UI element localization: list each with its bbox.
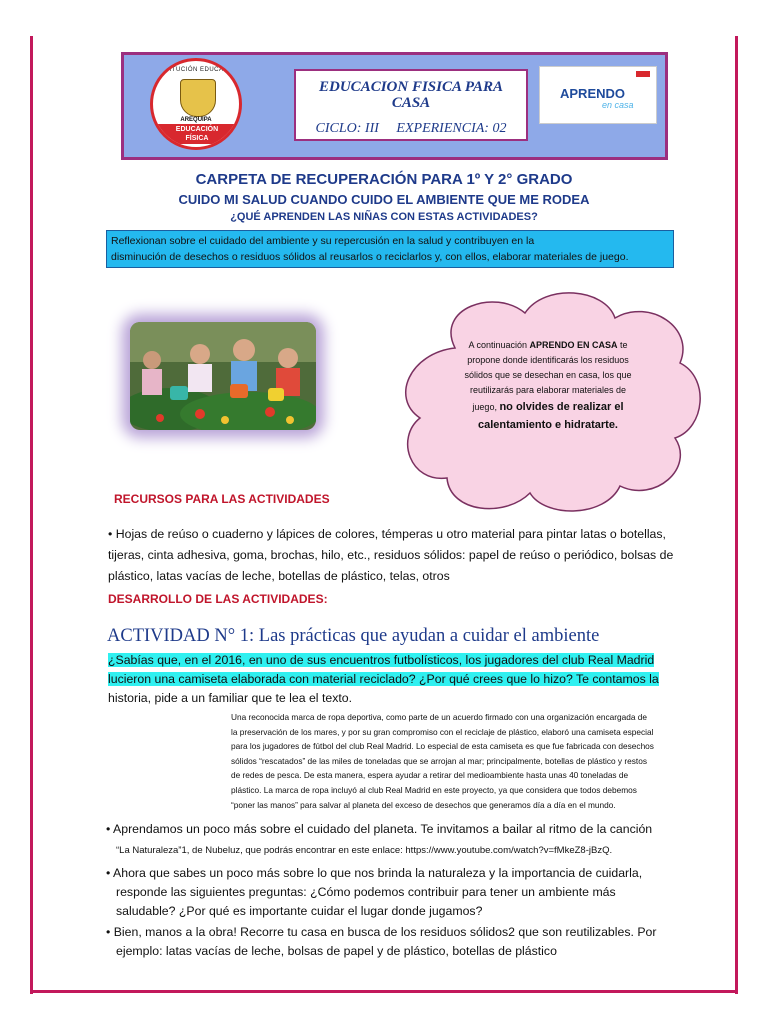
story-line: plástico. La marca de ropa incluyó al club Real Madrid en este proyecto, ya que considera que todos debemos [231,784,637,795]
bullet-3-line-1: • Bien, manos a la obra! Recorre tu casa en busca de los residuos sólidos2 que son reutilizables. Por [106,925,657,939]
logo-band-line2: FÍSICA [185,135,209,142]
title-box [294,69,528,141]
story-line: para los jugadores de fútbol del club Real Madrid. Lo especial de esta camiseta es que fue fabricada con desechos [231,741,654,752]
school-crest-icon [150,58,242,150]
bullet-1: • Aprendamos un poco más sobre el cuidado del planeta. Te invitamos a bailar al ritmo de la canción [106,822,653,836]
cloud-line-1c: te [617,340,628,350]
cloud-line-5 [448,398,648,416]
ciclo-experiencia: CICLO: III EXPERIENCIA: 02 [315,121,507,136]
cloud-text [448,338,648,434]
bullet-2-line-1: • Ahora que sabes un poco más sobre lo que nos brinda la naturaleza y la importancia de cuidarla, [106,866,643,880]
logo-band [157,124,237,144]
story-line: Una reconocida marca de ropa deportiva, como parte de un acuerdo firmado con una organización encargada de [231,712,648,722]
logo-arc-text: INSTITUCIÓN EDUCATIVA [154,67,238,73]
highlight-1: ¿Sabías que, en el 2016, en uno de sus encuentros futbolísticos, los jugadores del club Real Madrid [108,653,655,667]
bullet-3-line-2: ejemplo: latas vacías de leche, bolsas de papel y de plástico, botellas de plástico [116,944,557,958]
story-line: la preservación de los mares, y por su gran compromiso con el reciclaje de plástico, elaboró una camiseta especial [231,726,654,737]
highlight-2: lucieron una camiseta elaborada con material reciclado? ¿Por qué crees que lo hizo? Te contamos la [108,672,659,686]
title-line1: EDUCACION FISICA PARA [319,79,503,95]
cloud-line-2: propone donde identificarás los residuos [467,355,629,365]
page-subtitle: CUIDO MI SALUD CUANDO CUIDO EL AMBIENTE QUE ME RODEA [178,192,590,207]
desarrollo-heading: DESARROLLO DE LAS ACTIVIDADES: [108,592,328,606]
page-question: ¿QUÉ APRENDEN LAS NIÑAS CON ESTAS ACTIVIDADES? [230,211,538,223]
cloud-line-6: calentamiento e hidratarte. [478,419,618,431]
en-casa-text: en casa [602,100,634,110]
cloud-line-5a: juego, [472,402,500,412]
song-link-line[interactable]: “La Naturaleza”1, de Nubeluz, que podrás encontrar en este enlace: https://www.youtube.com/watch?v=fMkeZ8-jBzQ. [116,845,613,856]
page-title: CARPETA DE RECUPERACIÓN PARA 1º Y 2° GRADO [195,171,573,188]
actividad-question-line-1 [108,651,654,670]
summary-box [106,230,674,268]
cloud-line-1b: APRENDO EN CASA [529,340,618,350]
page-border-bottom [30,990,738,993]
summary-line-1: Reflexionan sobre el cuidado del ambiente y su repercusión en la salud y contribuyen en la [111,235,535,247]
story-line: sólidos “rescatados” de las miles de toneladas que se arrojan al mar; principalmente, botellas de plástico y restos [231,755,647,766]
peru-flag-mark [636,71,650,77]
title-line2: CASA [391,95,431,111]
recursos-text: • Hojas de reúso o cuaderno y lápices de colores, témperas u otro material para pintar latas o botellas, tijeras, cinta adhesiva, goma, brochas, hilo, etc., residuos sólidos: papel de reúso o periódico, bolsas de plástico, latas vacías de leche, botellas de plástico, telas, otros [108,527,674,583]
title-main [296,79,526,111]
bullet-2-line-2: responde las siguientes preguntas: ¿Cómo podemos contribuir para tener un ambiente más [116,885,616,899]
cloud-line-3: sólidos que se desechan en casa, los que [464,370,632,380]
aprendo-text: APRENDO [560,86,626,101]
logo-city: AREQUIPA [180,117,212,123]
aprendo-en-casa-logo [539,66,657,124]
children-watering-plants-image [130,322,316,430]
logo-shield [180,79,216,117]
header-banner [121,52,668,160]
cloud-line-1 [448,338,648,353]
actividad-question-line-2 [108,670,659,689]
cloud-line-1a: A continuación [468,340,530,350]
actividad-title: ACTIVIDAD N° 1: Las prácticas que ayudan a cuidar el ambiente [107,626,600,646]
recursos-heading: RECURSOS PARA LAS ACTIVIDADES [114,492,330,506]
bullet-2-line-3: saludable? ¿Por qué es importante cuidar el lugar donde jugamos? [116,904,483,918]
story-text [231,710,701,812]
cloud-line-4: reutilizarás para elaborar materiales de [469,385,627,395]
cloud-line-5b: no olvides de realizar el [499,401,624,413]
summary-line-2: disminución de desechos o residuos sólidos al reusarlos o reciclarlos y, con ellos, elaborar materiales de juego. [111,251,629,263]
story-line: “poner las manos” para salvar al planeta del exceso de desechos que generamos día a día en el mundo. [231,799,616,810]
story-line: de redes de pesca. De esta manera, espera ayudar a retirar del medioambiente hasta unas 40 toneladas de [231,770,629,781]
logo-band-line1: EDUCACIÓN [175,126,219,133]
actividad-question-line-3: historia, pide a un familiar que te lea el texto. [108,691,353,705]
